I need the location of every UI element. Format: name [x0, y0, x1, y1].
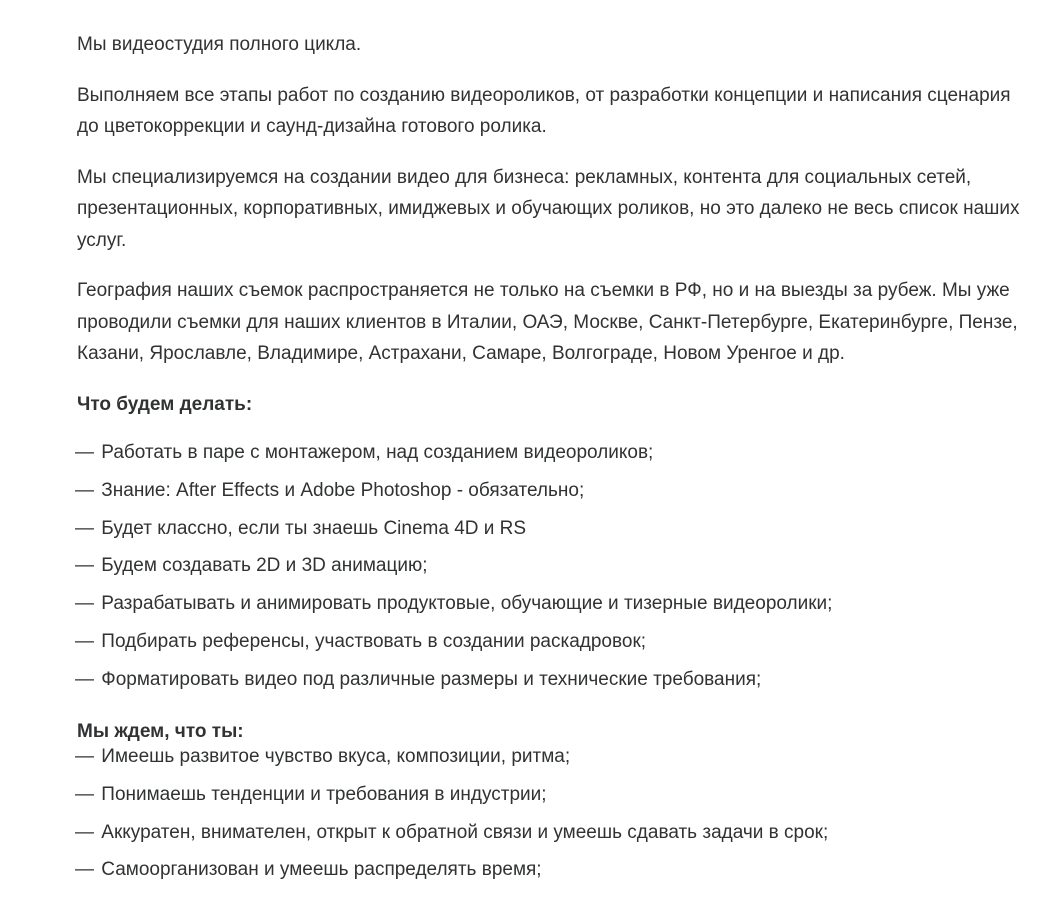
- list-item: [77, 623, 1037, 661]
- dash-bullet: —: [75, 555, 94, 577]
- list-item: [77, 661, 1037, 699]
- requirements-heading: Мы ждем, что ты:: [77, 720, 244, 742]
- list-item: [77, 585, 1037, 623]
- requirements-list: [77, 738, 1037, 889]
- list-item: [77, 510, 1037, 548]
- tasks-heading: Что будем делать:: [77, 393, 253, 415]
- list-item-text: Работать в паре с монтажером, над созданием видеороликов;: [101, 442, 654, 463]
- list-item: [77, 738, 1037, 776]
- dash-bullet: —: [75, 783, 94, 805]
- vacancy-description: [77, 0, 1037, 889]
- list-item: [77, 472, 1037, 510]
- list-item-text: Разрабатывать и анимировать продуктовые, обучающие и тизерные видеоролики;: [101, 593, 833, 615]
- dash-bullet: —: [75, 442, 94, 463]
- dash-bullet: —: [75, 630, 94, 652]
- list-item: [77, 434, 1037, 472]
- specialization-paragraph: Мы специализируемся на создании видео для бизнеса: рекламных, контента для социальных сетей, презентационных, корпоративных, имиджевых и обучающих роликов, но это далеко не весь список наших услуг.: [77, 166, 1020, 251]
- dash-bullet: —: [75, 668, 94, 690]
- list-item-text: Подбирать референсы, участвовать в создании раскадровок;: [101, 630, 647, 652]
- dash-bullet: —: [75, 593, 94, 615]
- tasks-list: [77, 434, 1037, 699]
- services-paragraph: Выполняем все этапы работ по созданию видеороликов, от разработки концепции и написания сценария до цветокоррекции и саунд-дизайна готового ролика.: [77, 84, 1011, 137]
- list-item: [77, 851, 1037, 889]
- list-item-text: Понимаешь тенденции и требования в индустрии;: [101, 783, 547, 805]
- intro-paragraph: Мы видеостудия полного цикла.: [77, 34, 362, 55]
- dash-bullet: —: [75, 479, 94, 501]
- dash-bullet: —: [75, 746, 94, 768]
- dash-bullet: —: [75, 517, 94, 539]
- list-item-text: Будет классно, если ты знаешь Cinema 4D и RS: [101, 517, 527, 539]
- geography-paragraph: География наших съемок распространяется не только на съемки в РФ, но и на выезды за рубеж. Мы уже проводили съемки для наших клиентов в Италии, ОАЭ, Москве, Санкт-Петербурге, Екатеринбурге, Пензе, Казани, Ярославле, Владимире, Астрахани, Самаре, Волгограде, Новом Уренгое и др.: [77, 280, 1018, 364]
- list-item-text: Аккуратен, внимателен, открыт к обратной связи и умеешь сдавать задачи в срок;: [101, 821, 829, 843]
- dash-bullet: —: [75, 859, 94, 881]
- list-item: [77, 547, 1037, 585]
- list-item-text: Будем создавать 2D и 3D анимацию;: [101, 555, 428, 577]
- dash-bullet: —: [75, 821, 94, 843]
- list-item-text: Знание: After Effects и Adobe Photoshop - обязательно;: [101, 479, 585, 501]
- list-item-text: Форматировать видео под различные размеры и технические требования;: [101, 668, 762, 690]
- list-item: [77, 776, 1037, 814]
- list-item-text: Самоорганизован и умеешь распределять время;: [101, 859, 542, 881]
- list-item: [77, 814, 1037, 852]
- list-item-text: Имеешь развитое чувство вкуса, композиции, ритма;: [101, 746, 571, 768]
